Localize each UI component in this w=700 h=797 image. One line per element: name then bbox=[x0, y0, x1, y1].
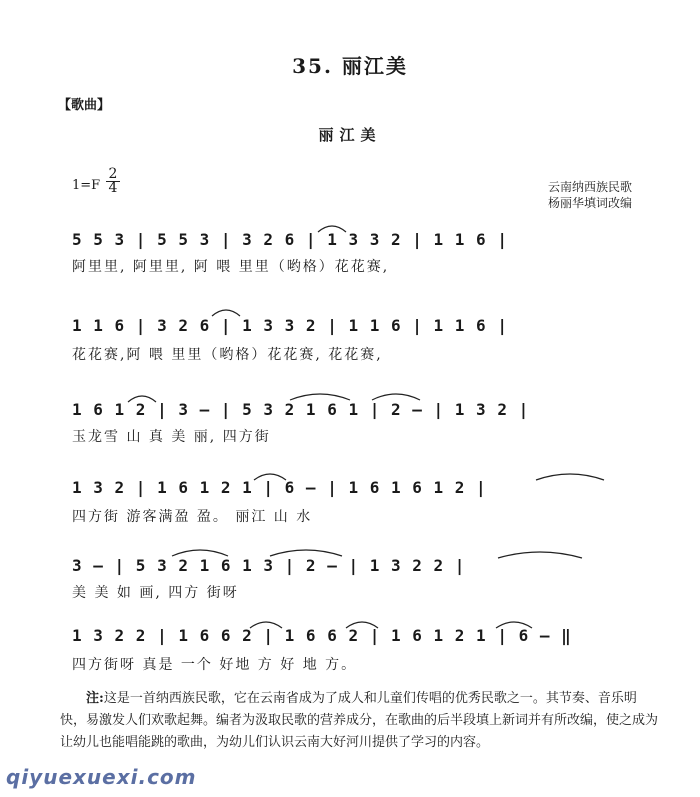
annotation-label: 注: bbox=[86, 691, 104, 706]
slur bbox=[254, 474, 286, 480]
slur bbox=[270, 550, 342, 556]
slur bbox=[346, 622, 378, 628]
slur bbox=[318, 226, 346, 232]
slur bbox=[128, 396, 156, 402]
score-row-5-notes: 3 — | 5 3 2 1 6 1 3 | 2 — | 1 3 2 2 | bbox=[72, 556, 466, 575]
score-row-5-lyrics: 美 美 如 画, 四方 街呀 bbox=[72, 585, 239, 601]
slur bbox=[212, 310, 240, 316]
score-row-3-lyrics: 玉龙雪 山 真 美 丽, 四方街 bbox=[72, 429, 271, 445]
score-row-2-lyrics: 花花赛,阿 喂 里里（哟格）花花赛, 花花赛, bbox=[72, 347, 383, 363]
slur bbox=[498, 552, 582, 558]
song-source: 云南纳西族民歌 bbox=[548, 180, 633, 194]
annotation bbox=[60, 688, 660, 754]
score-row-2-notes: 1 1 6 | 3 2 6 | 1 3 3 2 | 1 1 6 | 1 1 6 | bbox=[72, 316, 508, 335]
watermark: qiyuexuexi.com bbox=[6, 765, 197, 789]
slur bbox=[536, 474, 604, 480]
slur bbox=[172, 550, 228, 556]
slur bbox=[250, 622, 282, 628]
score-row-3-notes: 1 6 1 2 | 3 — | 5 3 2 1 6 1 | 2 — | 1 3 2 | bbox=[72, 400, 530, 419]
category-label: 【歌曲】 bbox=[58, 98, 111, 113]
score-row-4-lyrics: 四方街 游客满盈 盈。 丽江 山 水 bbox=[72, 509, 313, 525]
score-row-6-notes: 1 3 2 2 | 1 6 6 2 | 1 6 6 2 | 1 6 1 2 1 | 6 — ‖ bbox=[72, 626, 572, 645]
song-adaptor: 杨丽华填词改编 bbox=[548, 196, 633, 210]
score-row-1-lyrics: 阿里里, 阿里里, 阿 喂 里里（哟格）花花赛, bbox=[72, 259, 390, 275]
score-row-4-notes: 1 3 2 | 1 6 1 2 1 | 6 — | 1 6 1 6 1 2 | bbox=[72, 478, 487, 497]
page-title: 35. 丽江美 bbox=[292, 54, 408, 78]
time-denominator: 4 bbox=[106, 181, 120, 195]
slur bbox=[496, 622, 532, 628]
annotation-text: 这是一首纳西族民歌，它在云南省成为了成人和儿童们传唱的优秀民歌之一。其节奏、音乐明快，易激发人们欢歌起舞。编者为汲取民歌的营养成分，在歌曲的后半段填上新词并有所改编，使之成为让幼儿也能唱能跳的歌曲，为幼儿们认识云南大好河川提供了学习的内容。 bbox=[60, 691, 659, 750]
slur bbox=[290, 394, 350, 400]
slur bbox=[372, 394, 420, 400]
time-numerator: 2 bbox=[108, 166, 118, 182]
score-row-1-notes: 5 5 3 | 5 5 3 | 3 2 6 | 1 3 3 2 | 1 1 6 | bbox=[72, 230, 508, 249]
score-row-6-lyrics: 四方街呀 真是 一个 好地 方 好 地 方。 bbox=[72, 657, 358, 673]
key-signature: 1=F bbox=[72, 178, 101, 193]
song-title: 丽江美 bbox=[318, 126, 382, 144]
